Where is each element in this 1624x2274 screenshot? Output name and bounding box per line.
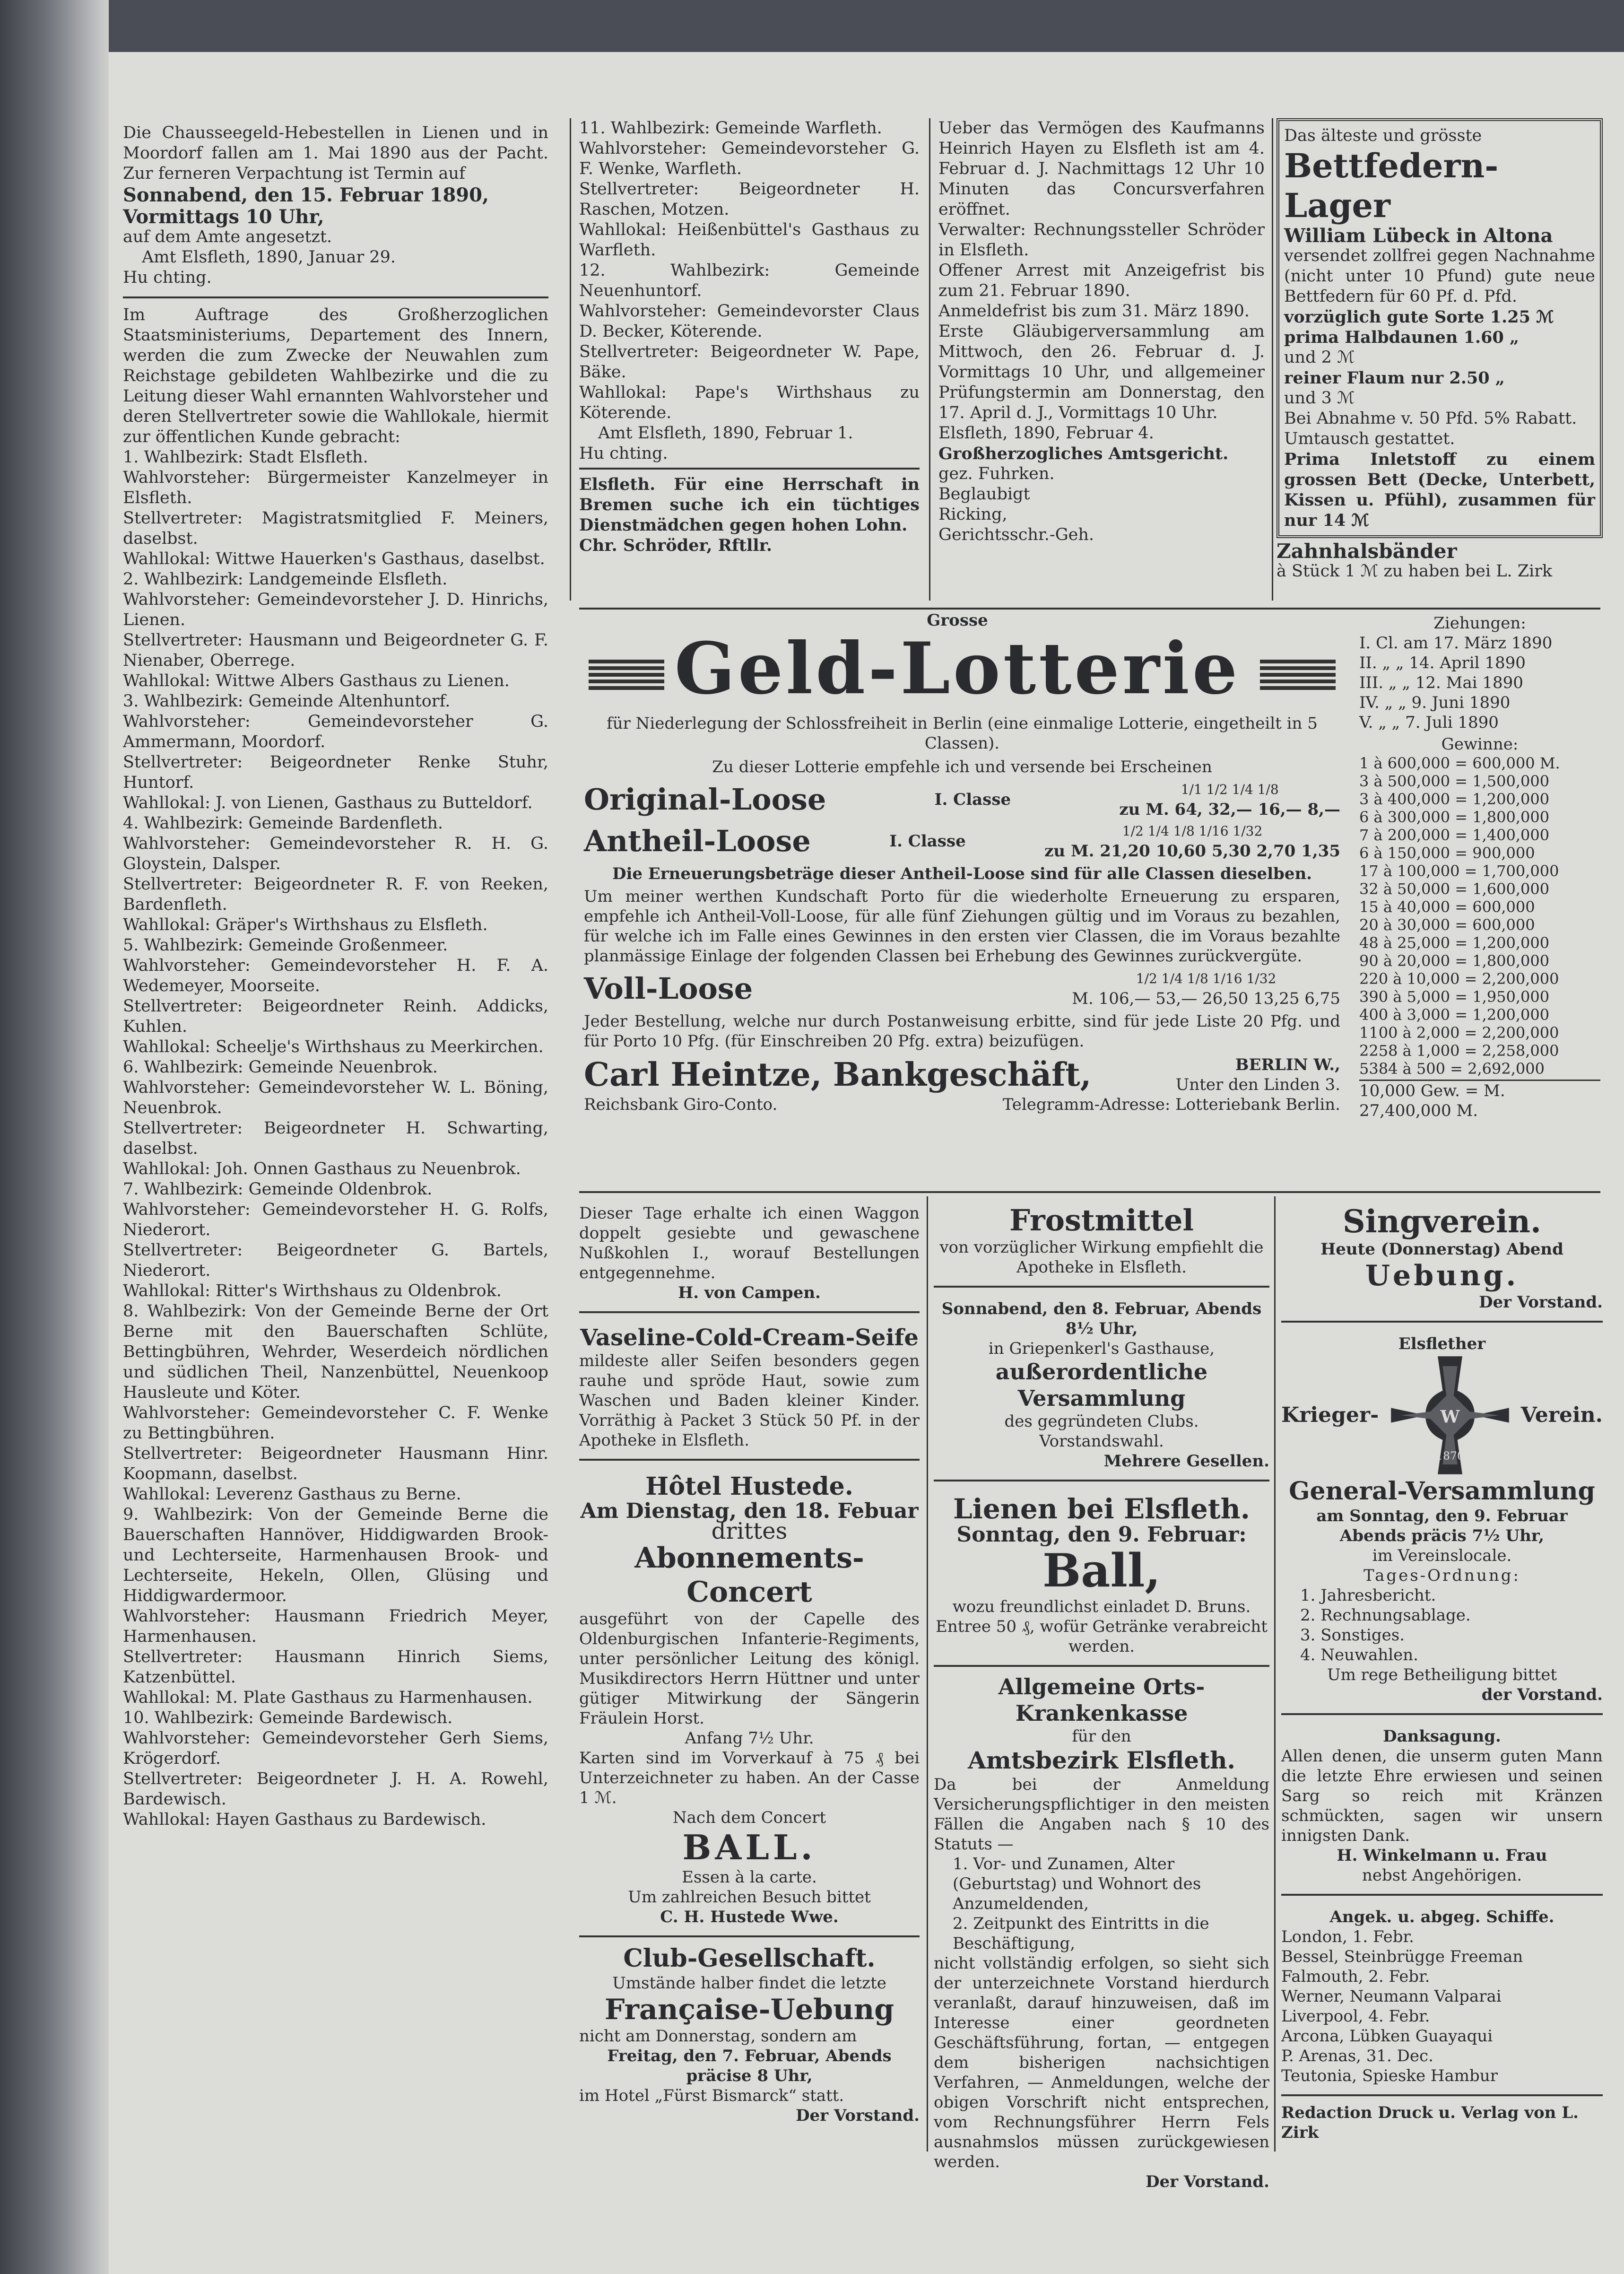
agenda-item: 4. Neuwahlen.: [1300, 1646, 1418, 1664]
lot-sub: für Niederlegung der Schlossfreiheit in Berlin (eine einmalige Lotterie, eingetheilt in 5 Classen).: [607, 714, 1318, 753]
kk-title: Allgemeine Orts-Krankenkasse: [998, 1674, 1205, 1726]
hotel-name: C. H. Hustede Wwe.: [660, 1908, 839, 1926]
lot-pre: Grosse: [927, 611, 988, 630]
concert-start: Anfang 7½ Uhr.: [685, 1729, 814, 1748]
vas-title: Vaseline-Cold-Cream-Seife: [580, 1324, 919, 1351]
ship-line: Falmouth, 2. Febr.: [1281, 1967, 1430, 1986]
wahl-entry: Wahllokal: Wittwe Albers Gasthaus zu Lienen.: [123, 671, 510, 690]
gen-to: Tages-Ordnung:: [1363, 1566, 1520, 1585]
column-4: [1277, 118, 1603, 582]
concert-essen: Essen à la carte.: [682, 1868, 817, 1887]
wahl-entry: Wahlvorsteher: Gemeindevorsteher H. F. A. Wedemeyer, Moorseite.: [123, 956, 548, 995]
wahl-entry: Wahllokal: Gräper's Wirthshaus zu Elsfleth.: [123, 915, 488, 934]
wahl-entry: Stellvertreter: Beigeordneter J. H. A. Rowehl, Bardewisch.: [123, 1769, 548, 1809]
ship-line: Arcona, Lübken Guayaqui: [1281, 2027, 1493, 2046]
lot-giro: Reichsbank Giro-Conto.: [584, 1095, 778, 1114]
hotel-ad: [579, 1467, 920, 1937]
wahl-entry: Wahlvorsteher: Gemeindevorsteher Gerh Siems, Krögerdorf.: [123, 1729, 548, 1768]
win-item: 1100 à 2,000 = 2,200,000: [1359, 1024, 1559, 1042]
giro-row: [584, 1095, 1340, 1115]
gen-title: General-Versammlung: [1289, 1477, 1595, 1506]
chaussee-name: Hu chting.: [123, 268, 212, 287]
wahl-entry: Stellvertreter: Beigeordneter H. Schwarting, daselbst.: [123, 1119, 548, 1158]
orig-title: Original-Loose: [584, 782, 826, 817]
sing-title: Singverein.: [1342, 1203, 1541, 1240]
club-ad: [579, 1944, 920, 2126]
sing-vorst: Der Vorstand.: [1479, 1293, 1603, 1312]
cert: Beglaubigt: [938, 485, 1030, 504]
lot-body: [584, 714, 1340, 1115]
orig-class: I. Classe: [934, 790, 1011, 809]
krieg-row: [1281, 1354, 1603, 1477]
gen-rege: Um rege Betheiligung bittet: [1327, 1665, 1557, 1684]
col2-sign: Amt Elsfleth, 1890, Februar 1.: [598, 424, 853, 443]
bf-l9: Prima Inletstoff zu einem grossen Bett (Decke, Unterbett, Kissen u. Pfühl), zusammen für nur 14 ℳ: [1284, 450, 1595, 530]
wahl-entry: 2. Wahlbezirk: Landgemeinde Elsfleth.: [123, 570, 448, 589]
club-date: Freitag, den 7. Februar, Abends präcise 8 Uhr,: [607, 2047, 892, 2085]
wahl-entry: Stellvertreter: Hausmann und Beigeordneter G. F. Nienaber, Oberrege.: [123, 631, 548, 670]
win-item: 15 à 40,000 = 600,000: [1359, 898, 1535, 916]
lot-intro: Zu dieser Lotterie empfehle ich und versende bei Erscheinen: [712, 758, 1212, 776]
bf-l1: versendet zollfrei gegen Nachnahme (nicht unter 10 Pfund) gute neue Bettfedern für 60 Pf. d. Pfd.: [1284, 246, 1595, 306]
ship-line: London, 1. Febr.: [1281, 1927, 1414, 1946]
krieg-els: Elsflether: [1398, 1334, 1486, 1353]
win-title: Gewinne:: [1441, 735, 1519, 754]
frost-ad: [934, 1199, 1269, 1288]
hotel-title: Hôtel Hustede.: [645, 1472, 853, 1501]
versammlung-ad: [934, 1294, 1269, 1481]
ball-wozu: wozu freundlichst einladet D. Bruns.: [952, 1597, 1251, 1616]
wahl-entry: Wahllokal: Scheelje's Wirthshaus zu Meerkirchen.: [123, 1037, 544, 1056]
voll-title: Voll-Loose: [584, 971, 753, 1006]
wahl-entry: 11. Wahlbezirk: Gemeinde Warfleth.: [579, 119, 882, 138]
bf-l6: und 3 ℳ: [1284, 389, 1355, 408]
win-item: 1 à 600,000 = 600,000 M.: [1359, 754, 1560, 772]
iron-cross-icon: [1389, 1354, 1511, 1477]
ball-date: Sonntag, den 9. Februar:: [956, 1523, 1247, 1547]
wahl-entry: Wahllokal: Leverenz Gasthaus zu Berne.: [123, 1485, 461, 1504]
concert-after: Nach dem Concert: [672, 1808, 826, 1827]
win-item: 32 à 50,000 = 1,600,000: [1359, 880, 1550, 898]
firm-address: [1176, 1055, 1340, 1095]
wahl-entry: Wahlvorsteher: Gemeindevorsteher G. F. Wenke, Warfleth.: [579, 139, 920, 178]
hotel-date: Am Dienstag, den 18. Febuar: [580, 1499, 919, 1523]
win-item: 6 à 300,000 = 1,800,000: [1359, 808, 1550, 826]
ship-line: Liverpool, 4. Febr.: [1281, 2007, 1430, 2026]
dank-neb: nebst Angehörigen.: [1362, 1866, 1522, 1885]
lot-text: Um meiner werthen Kundschaft Porto für die wiederholte Erneuerung zu ersparen, empfehle ich Antheil-Voll-Loose, für alle fünf Ziehungen gültig und im Voraus zu bezahlen, für welche ich im Falle eines Gewinnes in den ersten vier Classen, die im Voraus bezahlte planmässige Einlage der folgenden Classen bei Erhebung des Gewinnes zurückvergüte.: [584, 887, 1340, 966]
club-title: Club-Gesellschaft.: [623, 1944, 876, 1973]
anth-frac: 1/2 1/4 1/8 1/16 1/32: [1122, 823, 1263, 839]
wahl-entry: Wahllokal: M. Plate Gasthaus zu Harmenhausen.: [123, 1688, 533, 1707]
frost-text: von vorzüglicher Wirkung empfiehlt die Apotheke in Elsfleth.: [939, 1238, 1264, 1277]
dienst-name: Chr. Schröder, Rftllr.: [579, 536, 773, 555]
bf-l2: vorzüglich gute Sorte 1.25 ℳ: [1284, 307, 1554, 327]
ball-ad: [934, 1488, 1269, 1667]
wahl-entry: Wahlvorsteher: Gemeindevorsteher R. H. G. Gloystein, Dalsper.: [123, 834, 548, 873]
wahl-list-2: [579, 118, 920, 423]
wahl-entry: Wahllokal: Hayen Gasthaus zu Bardewisch.: [123, 1810, 486, 1829]
divider: [570, 118, 571, 601]
cross-letter: W: [1440, 1406, 1459, 1427]
divider: [1272, 118, 1273, 601]
wahl-entry: 8. Wahlbezirk: Von der Gemeinde Berne der Ort Berne mit den Bauerschaften Schlüte, Bettingbühren, Wehrder, Weserdeich nördlichen und südlichen Theil, Nanzenbüttel, Neuenkoop Hausleute und Köter.: [123, 1302, 548, 1402]
concert-ball: BALL.: [682, 1827, 816, 1867]
dank-text: Allen denen, die unserm guten Mann die letzte Ehre erwiesen und seinen Sarg so reich mit Kränzen schmückten, sagen wir unsern innigsten Dank.: [1281, 1747, 1603, 1845]
col2-name: Hu chting.: [579, 444, 920, 470]
draw-item: III. „ „ 12. Mai 1890: [1359, 673, 1523, 692]
wahl-entry: Stellvertreter: Hausmann Hinrich Siems, Katzenbüttel.: [123, 1647, 548, 1687]
singverein-ad: [1281, 1199, 1603, 1323]
anth-row: [584, 821, 1340, 861]
draw-item: IV. „ „ 9. Juni 1890: [1359, 693, 1511, 712]
wahl-entry: Stellvertreter: Magistratsmitglied F. Meiners, daselbst.: [123, 509, 548, 548]
column-2: [579, 118, 920, 556]
hb-title: Zahnhalsbänder: [1277, 540, 1457, 563]
danksagung: [1281, 1722, 1603, 1896]
hotel-dritt: drittes: [711, 1518, 788, 1544]
gen-v2: der Vorstand.: [1481, 1685, 1603, 1704]
chaussee-date: Sonnabend, den 15. Februar 1890,: [123, 184, 489, 206]
kk-rest: nicht vollständig erfolgen, so sieht sich der unterzeichnete Vorstand hierdurch veranlaßt, darauf hinzuweisen, daß im Interesse einer geordneten Geschäftsführung, fortan, — entgegen dem bisherigen nachsichtigen Verfahren, — Anmeldungen, welche der obigen Vorschrift nicht entsprechen, vom Rechnungsführer Herrn Fels ausnahmslos müssen zurückgewiesen werden.: [934, 1954, 1269, 2171]
anth-prices-wrap: [1044, 821, 1340, 861]
concurs-line: Anmeldefrist bis zum 31. März 1890.: [938, 302, 1250, 321]
agenda-item: 1. Jahresbericht.: [1300, 1586, 1436, 1605]
kk-fur: für den: [1072, 1727, 1131, 1746]
wahl-entry: Stellvertreter: Beigeordneter Renke Stuhr, Huntorf.: [123, 753, 548, 792]
chaussee-time: Vormittags 10 Uhr,: [123, 206, 324, 228]
ship-list: [1281, 1927, 1603, 2086]
wahl-entry: Stellvertreter: Beigeordneter G. Bartels, Niederort.: [123, 1241, 548, 1280]
concert-title: Abonnements-Concert: [634, 1542, 864, 1609]
hb-text: à Stück 1 ℳ zu haben bei L. Zirk: [1277, 562, 1553, 581]
win-total: 10,000 Gew. = M. 27,400,000 M.: [1359, 1080, 1600, 1121]
wahl-entry: 3. Wahlbezirk: Gemeinde Altenhuntorf.: [123, 692, 451, 711]
coal-ad: [579, 1199, 920, 1313]
bf-l8: Umtausch gestattet.: [1284, 429, 1455, 448]
concert-tickets: Karten sind im Vorverkauf à 75 ₰ bei Unterzeichneter zu haben. An der Casse 1 ℳ.: [579, 1749, 920, 1807]
gen-date: am Sonntag, den 9. Februar Abends präcis 7½ Uhr,: [1316, 1507, 1568, 1545]
chaussee-place: auf dem Amte angesetzt.: [123, 227, 332, 246]
orig-row: [584, 780, 1340, 819]
ships: [1281, 1902, 1603, 2096]
club-francaise: Française-Uebung: [604, 1993, 895, 2026]
kk-2: 2. Zeitpunkt des Eintritts in die Beschäftigung,: [953, 1914, 1209, 1953]
win-item: 7 à 200,000 = 1,400,000: [1359, 826, 1550, 844]
wahl-entry: Wahlvorsteher: Gemeindevorster Claus D. Becker, Köterende.: [579, 302, 920, 341]
wahl-entry: Wahllokal: Heißenbüttel's Gasthaus zu Warfleth.: [579, 220, 920, 260]
voll-row: [584, 969, 1340, 1009]
concurs-line: Offener Arrest mit Anzeigefrist bis zum 21. Februar 1890.: [938, 261, 1265, 300]
wahl-entry: Wahlvorsteher: Gemeindevorsteher W. L. Böning, Neuenbrok.: [123, 1078, 548, 1117]
bf-l5: reiner Flaum nur 2.50 „: [1284, 368, 1505, 388]
wahl-entry: Stellvertreter: Beigeordneter R. F. von Reeken, Bardenfleth.: [123, 875, 548, 914]
krankenkasse-ad: [934, 1673, 1269, 2192]
ball-title: Ball,: [1042, 1544, 1161, 1597]
draw-title: Ziehungen:: [1433, 614, 1526, 633]
gen-items: [1281, 1586, 1603, 1665]
agenda-item: 3. Sonstiges.: [1300, 1626, 1405, 1645]
concert-text: ausgeführt von der Capelle des Oldenburgischen Infanterie-Regiments, unter persönlicher Leitung des königl. Musikdirectors Herrn Hüttner und unter gütiger Mitwirkung der Sängerin Fräulein Horst.: [579, 1610, 920, 1728]
anth-class: I. Classe: [889, 832, 966, 851]
book-spine: [0, 0, 109, 2274]
concurs-line: Elsfleth, 1890, Februar 4.: [938, 424, 1154, 443]
club-place: im Hotel „Fürst Bismarck“ statt.: [579, 2086, 844, 2105]
orig-prices: zu M. 64, 32,— 16,— 8,—: [1119, 800, 1340, 819]
bf-l7: Bei Abnahme v. 50 Pfd. 5% Rabatt.: [1284, 409, 1577, 428]
column-1: [123, 118, 548, 1830]
bf-title: Bettfedern-Lager: [1284, 146, 1499, 225]
divider: [1274, 1196, 1276, 2152]
orig-frac: 1/1 1/2 1/4 1/8: [1181, 782, 1279, 797]
wahl-entry: Stellvertreter: Beigeordneter Hausmann Hinr. Koopmann, daselbst.: [123, 1444, 548, 1483]
ship-line: P. Arenas, 31. Dec.: [1281, 2047, 1433, 2065]
lot-title: Geld-Lotterie: [674, 627, 1241, 710]
divider: [929, 118, 930, 601]
wahl-entry: 7. Wahlbezirk: Gemeinde Oldenbrok.: [123, 1180, 433, 1199]
lot-renew: Die Erneuerungsbeträge dieser Antheil-Loose sind für alle Classen dieselben.: [612, 864, 1312, 883]
wahl-entry: Wahllokal: Wittwe Hauerken's Gasthaus, daselbst.: [123, 549, 545, 568]
ship-line: Werner, Neumann Valparai: [1281, 1987, 1502, 2006]
bottom-col-3: [1281, 1199, 1603, 2143]
bottom-col-1: [579, 1199, 920, 2126]
wahl-entry: 12. Wahlbezirk: Gemeinde Neuenhuntorf.: [579, 261, 920, 300]
court: Großherzogliches Amtsgericht.: [938, 444, 1229, 463]
coal-name: H. von Campen.: [678, 1283, 821, 1302]
wahl-entry: 10. Wahlbezirk: Gemeinde Bardewisch.: [123, 1708, 453, 1727]
win-item: 17 à 100,000 = 1,700,000: [1359, 862, 1559, 880]
lottery-ad: [579, 608, 1600, 1193]
firm-row: [584, 1055, 1340, 1095]
anth-prices: zu M. 21,20 10,60 5,30 2,70 1,35: [1044, 842, 1340, 861]
concurs-line: Erste Gläubigerversammlung am Mittwoch, den 26. Februar d. J. Vormittags 10 Uhr, und allgemeiner Prüfungstermin am Donnerstag, den 17. April d. J., Vormittags 10 Uhr.: [938, 322, 1265, 422]
lot-tel: Telegramm-Adresse: Lotteriebank Berlin.: [1002, 1095, 1340, 1114]
divider: [927, 1196, 928, 2152]
win-item: 48 à 25,000 = 1,200,000: [1359, 934, 1550, 952]
wahl-entry: Wahlvorsteher: Gemeindevorsteher C. F. Wenke zu Bettingbühren.: [123, 1403, 548, 1443]
club-text: nicht am Donnerstag, sondern am: [579, 2027, 857, 2046]
voll-frac: 1/2 1/4 1/8 1/16 1/32: [1136, 971, 1277, 986]
kk-amts: Amtsbezirk Elsfleth.: [968, 1746, 1235, 1774]
lot-street: Unter den Linden 3.: [1175, 1075, 1340, 1094]
wahl-entry: Wahllokal: Joh. Onnen Gasthaus zu Neuenbrok.: [123, 1159, 521, 1178]
win-item: 3 à 500,000 = 1,500,000: [1359, 772, 1550, 790]
voll-prices: M. 106,— 53,— 26,50 13,25 6,75: [1072, 989, 1340, 1008]
wahl-intro: Im Auftrage des Großherzoglichen Staatsministeriums, Departement des Innern, werden die zum Zwecke der Neuwahlen zum Reichstage gebildeten Wahlbezirke und die zu Leitung dieser Wahl ernannten Wahlvorsteher und deren Stellvertreter sowie die Wahllokale, hiermit zur öffentlichen Kunde gebracht:: [123, 305, 548, 446]
club-sign: Der Vorstand.: [796, 2106, 920, 2125]
kk-text: Da bei der Anmeldung Versicherungspflichtiger in den meisten Fällen die Angaben nach § 10 des Statuts —: [934, 1775, 1269, 1854]
bottom-col-2: [934, 1199, 1269, 2192]
kk-sign: Der Vorstand.: [1146, 2172, 1269, 2191]
wahl-entry: Stellvertreter: Beigeordneter W. Pape, Bäke.: [579, 342, 920, 382]
win-item: 400 à 3,000 = 1,200,000: [1359, 1006, 1550, 1024]
voll-prices-wrap: [1072, 969, 1340, 1009]
column-3: [938, 118, 1265, 545]
dank-name: H. Winkelmann u. Frau: [1337, 1846, 1547, 1865]
wahl-entry: Wahllokal: Ritter's Wirthshaus zu Oldenbrok.: [123, 1281, 502, 1300]
ball-entree: Entree 50 ₰, wofür Getränke verabreicht werden.: [936, 1617, 1268, 1656]
wahl-entry: Stellvertreter: Beigeordneter Reinh. Addicks, Kuhlen.: [123, 997, 548, 1036]
bf-l4: und 2 ℳ: [1284, 348, 1355, 367]
ship-line: Bessel, Steinbrügge Freeman: [1281, 1947, 1523, 1966]
concert-um: Um zahlreichen Besuch bittet: [628, 1888, 871, 1907]
wahl-entry: Wahlvorsteher: Gemeindevorsteher J. D. Hinrichs, Lienen.: [123, 590, 548, 629]
wahl-entry: 5. Wahlbezirk: Gemeinde Großenmeer.: [123, 936, 448, 955]
lot-draws: [1359, 610, 1600, 1121]
orig-prices-wrap: [1119, 780, 1340, 819]
concurs-line: Verwalter: Rechnungssteller Schröder in Elsfleth.: [938, 220, 1265, 260]
coal-text: Dieser Tage erhalte ich einen Waggon doppelt gesiebte und gewaschene Nußkohlen I., worauf Bestellungen entgegennehme.: [579, 1204, 920, 1282]
dienst-ad: Elsfleth. Für eine Herrschaft in Bremen suche ich ein tüchtiges Dienstmädchen gegen hohen Lohn.: [579, 475, 920, 535]
wahl-entry: Stellvertreter: Beigeordneter H. Raschen, Motzen.: [579, 180, 920, 219]
win-item: 3 à 400,000 = 1,200,000: [1359, 790, 1550, 808]
gen-loc: im Vereinslocale.: [1372, 1546, 1512, 1565]
chaussee-sign: Amt Elsfleth, 1890, Januar 29.: [142, 248, 396, 267]
bf-firm: William Lübeck in Altona: [1284, 225, 1553, 247]
vers-club: des gegründeten Clubs.: [1004, 1412, 1199, 1431]
wahl-entry: 6. Wahlbezirk: Gemeinde Neuenbrok.: [123, 1058, 438, 1077]
sing-ueb: Uebung.: [1365, 1259, 1519, 1292]
concurs-lines: [938, 220, 1265, 444]
vers-place: in Griepenkerl's Gasthause,: [988, 1339, 1215, 1358]
bettfedern-ad: [1277, 118, 1603, 538]
lot-city: BERLIN W.,: [1235, 1055, 1340, 1074]
wahl-entry: Wahllokal: J. von Lienen, Gasthaus zu Butteldorf.: [123, 793, 533, 812]
wahl-entry: 9. Wahlbezirk: Von der Gemeinde Berne die Bauerschaften Hannöver, Hiddigwarden Brook- und Lechterseite, Harmenhausen Brook- und Lechterseite, Hekeln, Ollen, Glüsing und Hiddigwardermoor.: [123, 1505, 548, 1605]
draw-item: V. „ „ 7. Juli 1890: [1359, 713, 1499, 732]
win-item: 5384 à 500 = 2,692,000: [1359, 1060, 1545, 1078]
wahl-entry: 4. Wahlbezirk: Gemeinde Bardenfleth.: [123, 814, 443, 833]
frost-title: Frostmittel: [1009, 1203, 1194, 1237]
win-item: 90 à 20,000 = 1,800,000: [1359, 952, 1550, 970]
wahl-entry: Wahlvorsteher: Gemeindevorsteher G. Ammermann, Moordorf.: [123, 712, 548, 751]
vers-date: Sonnabend, den 8. Februar, Abends 8½ Uhr,: [941, 1299, 1262, 1338]
win-item: 2258 à 1,000 = 2,258,000: [1359, 1042, 1559, 1060]
wahl-entry: Wahlvorsteher: Bürgermeister Kanzelmeyer in Elsfleth.: [123, 468, 548, 507]
draw-list: [1359, 633, 1600, 732]
chaussee-ad: [123, 118, 548, 298]
vas-text: mildeste aller Seifen besonders gegen rauhe und spröde Haut, sowie zum Waschen und Baden kleiner Kinder. Vorräthig à Packet 3 Stück 50 Pf. in der Apotheke in Elsfleth.: [579, 1351, 920, 1450]
cross-year: 1870: [1435, 1449, 1464, 1463]
wahl-entry: Wahlvorsteher: Hausmann Friedrich Meyer, Harmenhausen.: [123, 1607, 548, 1646]
win-item: 20 à 30,000 = 600,000: [1359, 916, 1535, 934]
dank-title: Danksagung.: [1383, 1727, 1501, 1746]
win-item: 390 à 5,000 = 1,950,000: [1359, 988, 1550, 1006]
chaussee-text: Die Chausseegeld-Hebestellen in Lienen und in Moordorf fallen am 1. Mai 1890 aus der Pacht. Zur ferneren Verpachtung ist Termin auf: [123, 123, 548, 183]
wahl-entry: Wahllokal: Pape's Wirthshaus zu Köterende.: [579, 383, 920, 422]
bf-l3: prima Halbdaunen 1.60 „: [1284, 328, 1520, 347]
vaseline-ad: [579, 1320, 920, 1461]
kk-1: 1. Vor- und Zunamen, Alter (Geburtstag) und Wohnort des Anzumeldenden,: [953, 1855, 1201, 1913]
sing-heute: Heute (Donnerstag) Abend: [1320, 1240, 1563, 1259]
win-item: 220 à 10,000 = 2,200,000: [1359, 970, 1559, 988]
vers-title: außerordentliche Versammlung: [995, 1359, 1208, 1411]
draw-item: II. „ „ 14. April 1890: [1359, 653, 1526, 672]
verein-label: Verein.: [1520, 1403, 1603, 1427]
imprint: Redaction Druck u. Verlag von L. Zirk: [1281, 2103, 1579, 2142]
ships-title: Angek. u. abgeg. Schiffe.: [1329, 1908, 1555, 1926]
ball-place: Lienen bei Elsfleth.: [953, 1493, 1250, 1525]
cert-name: Ricking,: [938, 505, 1007, 524]
wahl-entry: Wahlvorsteher: Gemeindevorsteher H. G. Rolfs, Niederort.: [123, 1200, 548, 1239]
krieger-ad: [1281, 1329, 1603, 1715]
krieg-label: Krieger-: [1281, 1403, 1379, 1427]
lot-order: Jeder Bestellung, welche nur durch Postanweisung erbitte, sind für jede Liste 20 Pfg. und für Porto 10 Pfg. (für Einschreiben 20 Pfg. extra) beizufügen.: [584, 1012, 1340, 1051]
lot-firm: Carl Heintze, Bankgeschäft,: [584, 1056, 1092, 1094]
draw-item: I. Cl. am 17. März 1890: [1359, 634, 1553, 653]
win-list: [1359, 754, 1600, 1078]
bf-top: Das älteste und grösste: [1284, 126, 1482, 145]
vers-vor: Vorstandswahl.: [1039, 1432, 1164, 1451]
wahl-list: [123, 447, 548, 1830]
court-signed: gez. Fuhrken.: [938, 464, 1055, 483]
wahl-entry: 1. Wahlbezirk: Stadt Elsfleth.: [123, 448, 368, 467]
cert-role: Gerichtsschr.-Geh.: [938, 525, 1094, 544]
concurs-text: Ueber das Vermögen des Kaufmanns Heinrich Hayen zu Elsfleth ist am 4. Februar d. J. Nachmittags 12 Uhr 10 Minuten das Concursverfahren eröffnet.: [938, 119, 1265, 219]
win-item: 6 à 150,000 = 900,000: [1359, 844, 1535, 862]
vers-sign: Mehrere Gesellen.: [1103, 1452, 1269, 1471]
club-t: Umstände halber findet die letzte: [612, 1974, 886, 1993]
anth-title: Antheil-Loose: [584, 824, 811, 858]
ship-line: Teutonia, Spieske Hambur: [1281, 2066, 1498, 2085]
agenda-item: 2. Rechnungsablage.: [1300, 1606, 1471, 1625]
